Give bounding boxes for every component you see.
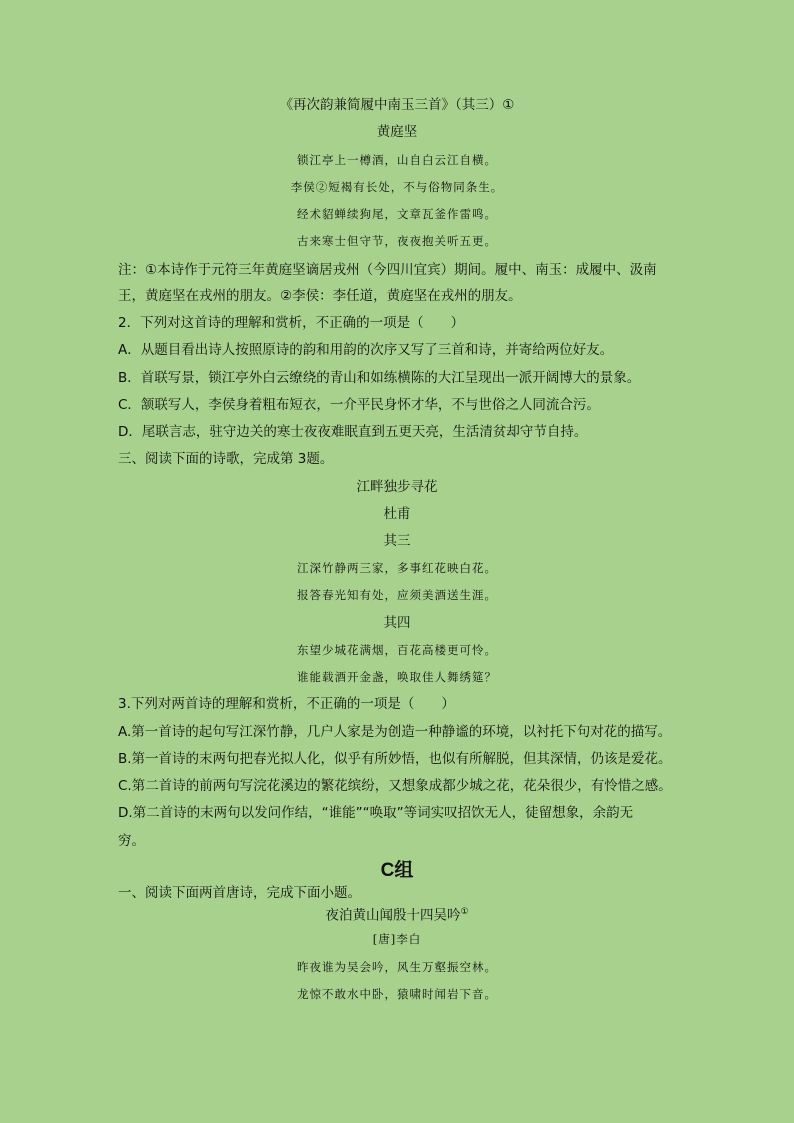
poem2-part2-label: 其四 bbox=[383, 615, 411, 631]
poem2-line: 东望少城花满烟，百花高楼更可怜。 bbox=[297, 643, 497, 657]
poem2-part1-label: 其三 bbox=[383, 533, 411, 549]
poem1-line: 古来寒士但守节，夜夜抱关听五更。 bbox=[297, 234, 497, 248]
question-2-stem: 2．下列对这首诗的理解和赏析，不正确的一项是（ ） bbox=[118, 315, 465, 331]
question-3-option-a: A.第一首诗的起句写江深竹静，几户人家是为创造一种静谧的环境，以衬托下句对花的描写。 bbox=[118, 724, 672, 740]
poem3-author: [唐]李白 bbox=[372, 932, 422, 946]
poem2-line: 江深竹静两三家，多事红花映白花。 bbox=[297, 561, 497, 575]
poem2-line: 报答春光知有处，应须美酒送生涯。 bbox=[297, 588, 497, 602]
poem2-line: 谁能载酒开金盏，唤取佳人舞绣筵？ bbox=[297, 670, 497, 684]
poem1-author: 黄庭坚 bbox=[376, 124, 418, 140]
poem1-line: 锁江亭上一樽酒，山自白云江自横。 bbox=[297, 153, 497, 167]
poem1-note-line: 王，黄庭坚在戎州的朋友。②李侯：李任道，黄庭坚在戎州的朋友。 bbox=[118, 288, 522, 304]
question-2-option-d: D．尾联言志，驻守边关的寒士夜夜难眠直到五更天亮，生活清贫却守节自持。 bbox=[118, 424, 588, 440]
section-1-heading: 一、阅读下面两首唐诗，完成下面小题。 bbox=[118, 885, 361, 901]
poem2-author: 杜甫 bbox=[383, 506, 411, 522]
poem2-title: 江畔独步寻花 bbox=[356, 479, 438, 495]
poem3-title bbox=[0, 903, 794, 925]
poem3-title-text: 夜泊黄山闻殷十四吴吟 bbox=[325, 907, 461, 924]
poem3-title-note-mark: ① bbox=[460, 907, 469, 917]
question-3-option-b: B.第一首诗的末两句把春光拟人化，似乎有所妙悟，也似有所解脱，但其深情，仍该是爱花。 bbox=[118, 751, 672, 767]
question-2-option-b: B．首联写景，锁江亭外白云缭绕的青山和如练横陈的大江呈现出一派开阔博大的景象。 bbox=[118, 370, 641, 386]
question-3-option-d: D.第二首诗的末两句以发问作结，“谁能”“唤取”等词实叹招饮无人，徒留想象，余韵无 bbox=[118, 805, 634, 821]
poem1-line: 李侯②短褐有长处，不与俗物同条生。 bbox=[290, 180, 504, 194]
question-2-option-c: C．颔联写人，李侯身着粗布短衣，一介平民身怀才华，不与世俗之人同流合污。 bbox=[118, 397, 600, 413]
group-c-heading: C组 bbox=[380, 860, 414, 881]
poem1-note-line: 注：①本诗作于元符三年黄庭坚谪居戎州（今四川宜宾）期间。履中、南玉：成履中、汲南 bbox=[118, 262, 657, 278]
question-3-option-d-continued: 穷。 bbox=[118, 833, 145, 849]
poem1-title: 《再次韵兼简履中南玉三首》（其三）① bbox=[279, 97, 515, 113]
question-3-stem: 3.下列对两首诗的理解和赏析，不正确的一项是（ ） bbox=[118, 696, 455, 712]
question-3-option-c: C.第二首诗的前两句写浣花溪边的繁花缤纷，又想象成都少城之花，花朵很少，有怜惜之感。 bbox=[118, 778, 672, 794]
poem1-line: 经术貂蝉续狗尾，文章瓦釜作雷鸣。 bbox=[297, 207, 497, 221]
poem3-line: 龙惊不敢水中卧，猿啸时闻岩下音。 bbox=[297, 987, 497, 1001]
section-3-heading: 三、阅读下面的诗歌，完成第 3题。 bbox=[118, 451, 334, 467]
poem3-line: 昨夜谁为吴会吟，风生万壑振空林。 bbox=[297, 960, 497, 974]
question-2-option-a: A．从题目看出诗人按照原诗的韵和用韵的次序又写了三首和诗，并寄给两位好友。 bbox=[118, 342, 614, 358]
